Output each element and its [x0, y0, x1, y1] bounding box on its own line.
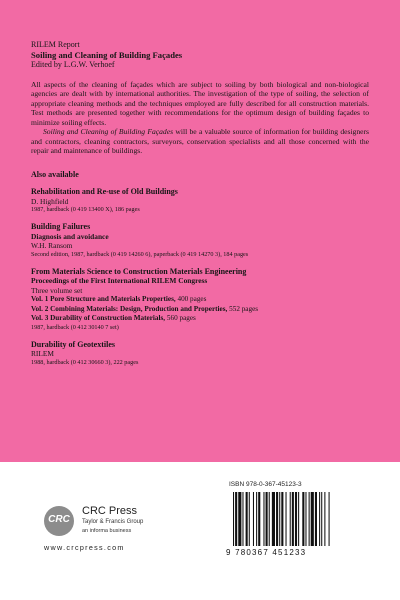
related-book — [31, 187, 369, 214]
barcode-stripe — [279, 492, 280, 546]
barcode-stripe — [233, 492, 234, 546]
barcode-stripe — [321, 492, 322, 546]
barcode-stripe — [305, 492, 306, 546]
related-book-title: Building Failures — [31, 222, 91, 231]
volume-label: Vol. 1 Pore Structure and Materials Properties, — [31, 295, 176, 303]
related-book-title: From Materials Science to Construction Materials Engineering — [31, 266, 247, 276]
barcode-stripe — [249, 492, 250, 546]
related-book-author: W.H. Ransom — [31, 241, 73, 250]
barcode-stripe — [269, 492, 270, 546]
related-book-author: RILEM — [31, 349, 54, 358]
related-book-detail: Second edition, 1987, hardback (0 419 14260 6), paperback (0 419 14270 3), 184 pages — [31, 250, 249, 258]
description-rest: will be a valuable source of information for building designers and contractors, cleaning contractors, surveyors, conservation specialists and all those concerned with the repair and maintenance of buildings. — [31, 127, 370, 155]
barcode-stripe — [302, 492, 304, 546]
volume-entry — [31, 295, 369, 305]
related-book — [31, 222, 369, 259]
barcode-stripe — [276, 492, 278, 546]
barcode-stripe — [319, 492, 320, 546]
related-book-detail: 1988, hardback (0 412 30660 3), 222 pages — [31, 358, 139, 366]
description-paragraph: All aspects of the cleaning of façades which are subject to soiling by both biological and non-biological agencies are dealt with by international authorities. The investigation of the type of soiling, the selection of appropriate cleaning methods and the techniques employed are fully described for all construction materials. Test methods are presented together with recommendations for the optimum design of building façades to minimize soiling effects. — [31, 79, 369, 127]
description-italic-title: Soiling and Cleaning of Building Façades — [43, 127, 174, 136]
barcode-stripe — [272, 492, 275, 546]
description-paragraph-2 — [31, 127, 369, 156]
volume-pages: 560 pages — [165, 314, 196, 322]
publisher-group: Taylor & Francis Group — [82, 519, 144, 525]
barcode-stripe — [246, 492, 248, 546]
volume-entry — [31, 305, 369, 315]
barcode-stripe — [256, 492, 257, 546]
related-book — [31, 340, 369, 367]
related-book-author: D. Highfield — [31, 196, 69, 206]
barcode-stripe — [263, 492, 264, 546]
barcode-stripe — [258, 492, 260, 546]
related-book-note: Three volume set — [31, 285, 83, 295]
related-book-subtitle: Diagnosis and avoidance — [31, 231, 109, 241]
book-title: Soiling and Cleaning of Building Façades — [31, 49, 183, 60]
barcode-stripe — [324, 492, 325, 546]
volume-pages: 552 pages — [227, 304, 259, 313]
volume-entry — [31, 314, 369, 324]
related-book-subtitle: Proceedings of the First International RILEM Congress — [31, 276, 208, 285]
barcode-stripe — [290, 492, 291, 546]
barcode-stripe — [253, 492, 254, 546]
logo-text: CRC — [48, 514, 70, 525]
related-book-detail: 1987, hardback (0 412 30140 7 set) — [31, 323, 119, 331]
publisher-business: an informa business — [82, 528, 132, 534]
back-cover-text — [31, 40, 369, 367]
book-editor: Edited by L.G.W. Verhoef — [31, 60, 115, 69]
barcode-stripe — [298, 492, 299, 546]
also-available-heading: Also available — [31, 169, 79, 179]
barcode-stripe — [329, 492, 330, 546]
barcode-stripe — [235, 492, 237, 546]
barcode-stripe — [281, 492, 283, 546]
volume-label: Vol. 3 Durability of Construction Materials, — [31, 314, 166, 322]
barcode-stripe — [315, 492, 317, 546]
related-book-detail: 1987, hardback (0 419 13400 X), 186 pages — [31, 206, 140, 213]
isbn-label: ISBN 978-0-367-45123-3 — [229, 481, 302, 488]
publisher-url: www.crcpress.com — [44, 543, 125, 552]
barcode-stripe — [242, 492, 243, 546]
publisher-name: CRC Press — [82, 505, 138, 517]
crc-logo-icon — [44, 506, 74, 536]
barcode-number: 9 780367 451233 — [226, 548, 307, 557]
barcode-stripe — [266, 492, 268, 546]
barcode-stripe — [311, 492, 314, 546]
volume-pages: 400 pages — [175, 295, 207, 303]
barcode-stripe — [292, 492, 294, 546]
related-book-title: Durability of Geotextiles — [31, 339, 115, 349]
series-name: RILEM Report — [31, 40, 80, 49]
related-book — [31, 267, 369, 332]
barcode-stripe — [309, 492, 310, 546]
barcode-icon — [229, 492, 367, 548]
barcode-stripe — [286, 492, 287, 546]
volume-label: Vol. 2 Combining Materials: Design, Production and Properties, — [31, 304, 228, 313]
barcode-stripe — [295, 492, 297, 546]
barcode-stripe — [238, 492, 241, 546]
related-book-title: Rehabilitation and Re-use of Old Buildings — [31, 187, 178, 196]
